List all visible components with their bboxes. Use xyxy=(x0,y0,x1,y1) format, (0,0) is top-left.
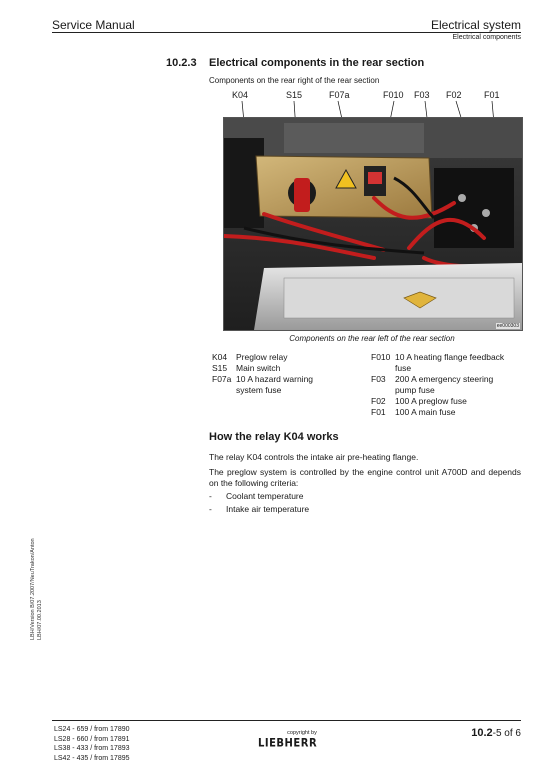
figure-caption-top: Components on the rear right of the rear section xyxy=(209,76,380,85)
paragraph-1: The relay K04 controls the intake air pre-heating flange. xyxy=(209,452,419,462)
figure-caption-bottom: Components on the rear left of the rear section xyxy=(289,334,455,343)
legend-code: K04 xyxy=(212,352,228,362)
page-number-rest: -5 of 6 xyxy=(492,728,521,739)
header-chapter-title: Electrical system xyxy=(430,18,521,32)
footer-model-list xyxy=(54,725,130,763)
callout-s15: S15 xyxy=(286,90,303,100)
legend-desc: 100 A main fuse xyxy=(395,407,456,417)
side-version-line: LBH/Version B/07.2007/NeuTrakon/Anton xyxy=(30,538,36,640)
section-number: 10.2.3 xyxy=(166,57,197,69)
footer-model: LS24 - 659 / from 17890 xyxy=(54,726,130,733)
section-title: Electrical components in the rear section xyxy=(209,57,425,69)
legend-left xyxy=(212,352,362,402)
photo-reference-id: ee000303 xyxy=(496,323,519,329)
legend-code: S15 xyxy=(212,363,228,373)
bullet-dash: - xyxy=(209,504,212,514)
liebherr-logo: LIEBHERR xyxy=(258,737,318,750)
component-photo xyxy=(223,117,523,331)
legend-desc: Preglow relay xyxy=(236,352,288,362)
legend-desc: 200 A emergency steering pump fuse xyxy=(395,374,494,395)
bullet-text: Coolant temperature xyxy=(226,491,304,501)
legend-code: F03 xyxy=(371,374,386,384)
footer-model: LS42 - 435 / from 17895 xyxy=(54,754,130,762)
bullet-dash: - xyxy=(209,491,212,501)
legend-desc: 10 A heating flange feedback fuse xyxy=(395,352,505,373)
legend-desc: 100 A preglow fuse xyxy=(395,396,467,406)
paragraph-2: The preglow system is controlled by the engine control unit A700D and depends on the following criteria: xyxy=(209,467,521,488)
legend-code: F02 xyxy=(371,396,386,406)
callout-f01: F01 xyxy=(484,90,500,100)
page-number xyxy=(471,727,521,739)
legend-code: F010 xyxy=(371,352,391,362)
header-subchapter: Electrical components xyxy=(452,34,521,41)
legend-desc: Main switch xyxy=(236,363,281,373)
bullet-text: Intake air temperature xyxy=(226,504,310,514)
callout-k04: K04 xyxy=(232,90,249,100)
callout-f03: F03 xyxy=(414,90,430,100)
header-manual-title: Service Manual xyxy=(52,18,135,32)
side-version-line: LBH/07.00.2013 xyxy=(37,600,43,640)
footer-model: LS38 - 433 / from 17893 xyxy=(54,745,130,752)
legend-desc: 10 A hazard warning system fuse xyxy=(236,374,314,395)
callout-f010: F010 xyxy=(383,90,404,100)
callout-f07a: F07a xyxy=(329,90,350,100)
page-number-main: 10.2 xyxy=(471,727,493,739)
footer-divider xyxy=(52,720,521,721)
legend-code: F01 xyxy=(371,407,386,417)
subsection-title: How the relay K04 works xyxy=(209,431,339,443)
legend-code: F07a xyxy=(212,374,232,384)
callout-f02: F02 xyxy=(446,90,462,100)
side-version-note xyxy=(30,538,44,640)
footer-model: LS28 - 660 / from 17891 xyxy=(54,735,130,743)
component-photo-illustration xyxy=(224,118,522,330)
footer-copyright: copyright by xyxy=(287,730,317,736)
legend-right xyxy=(371,352,521,418)
